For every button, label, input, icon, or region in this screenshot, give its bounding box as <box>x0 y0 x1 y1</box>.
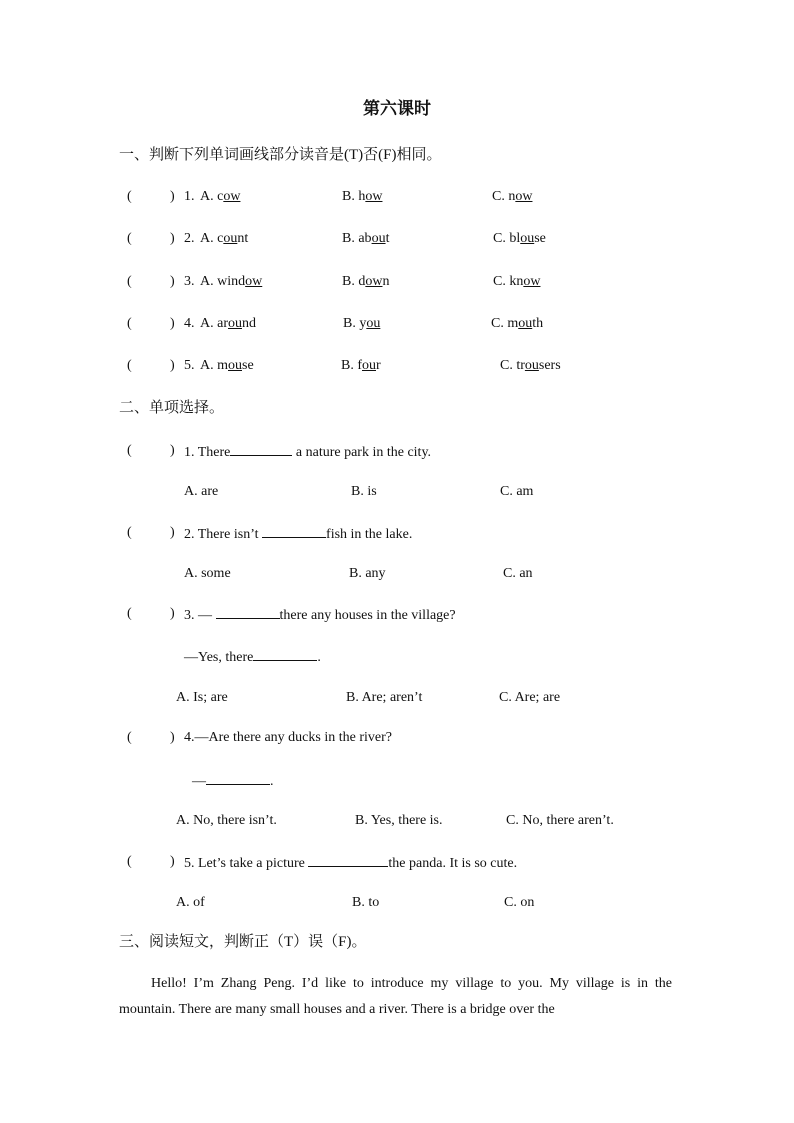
s1-q5-option-a[interactable]: A. mouse <box>200 358 254 373</box>
s1-q3-option-b[interactable]: B. down <box>342 274 390 289</box>
s1-q2-option-c[interactable]: C. blouse <box>493 231 546 246</box>
answer-paren-s1-q3[interactable]: ( ) <box>127 274 175 289</box>
underlined-letters: ou <box>228 358 242 373</box>
s1-q2-number: 2. <box>184 231 195 246</box>
underlined-letters: ou <box>223 231 238 246</box>
s2-q4-option-b[interactable]: B. Yes, there is. <box>355 813 443 828</box>
s1-q2-option-b[interactable]: B. about <box>342 231 390 246</box>
underlined-letters: ow <box>523 274 541 289</box>
s2-q1-option-b[interactable]: B. is <box>351 484 377 499</box>
page-title: 第六课时 <box>363 99 431 118</box>
section1-heading: 一、判断下列单词画线部分读音是(T)否(F)相同。 <box>119 147 442 163</box>
underlined-letters: ow <box>365 189 383 204</box>
s2-q4-option-a[interactable]: A. No, there isn’t. <box>176 813 277 828</box>
s1-q5-number: 5. <box>184 358 195 373</box>
s2-q3-blank-1[interactable] <box>216 605 280 619</box>
s2-q2-stem: 2. There isn’t fish in the lake. <box>184 524 412 544</box>
s1-q1-option-a[interactable]: A. cow <box>200 189 241 204</box>
underlined-letters: ow <box>223 189 241 204</box>
answer-paren-s1-q2[interactable]: ( ) <box>127 231 175 246</box>
s2-q5-option-b[interactable]: B. to <box>352 895 380 910</box>
s2-q5-option-c[interactable]: C. on <box>504 895 535 910</box>
s1-q1-option-b[interactable]: B. how <box>342 189 383 204</box>
s1-q4-option-b[interactable]: B. you <box>343 316 381 331</box>
answer-paren-s1-q5[interactable]: ( ) <box>127 358 175 373</box>
answer-paren-s2-q1[interactable]: ( ) <box>127 443 175 458</box>
s2-q5-blank[interactable] <box>308 853 388 867</box>
section3-heading: 三、阅读短文，判断正（T）误（F)。 <box>119 934 367 950</box>
s1-q5-option-b[interactable]: B. four <box>341 358 381 373</box>
s2-q4-reply: — . <box>192 771 274 791</box>
underlined-letters: ou <box>520 231 535 246</box>
s2-q3-option-b[interactable]: B. Are; aren’t <box>346 690 423 705</box>
s2-q1-option-c[interactable]: C. am <box>500 484 534 499</box>
answer-paren-s1-q4[interactable]: ( ) <box>127 316 175 331</box>
s2-q1-blank[interactable] <box>230 442 292 456</box>
underlined-letters: ou <box>371 231 386 246</box>
s2-q5-stem: 5. Let’s take a picture the panda. It is so cute. <box>184 853 517 873</box>
s1-q4-option-c[interactable]: C. mouth <box>491 316 544 331</box>
s1-q1-option-c[interactable]: C. now <box>492 189 533 204</box>
answer-paren-s1-q1[interactable]: ( ) <box>127 189 175 204</box>
s1-q1-number: 1. <box>184 189 195 204</box>
section2-heading: 二、单项选择。 <box>119 400 225 416</box>
underlined-letters: ou <box>366 316 381 331</box>
underlined-letters: ow <box>245 274 263 289</box>
s2-q4-option-c[interactable]: C. No, there aren’t. <box>506 813 614 828</box>
s2-q3-blank-2[interactable] <box>253 647 317 661</box>
reading-passage: Hello! I’m Zhang Peng. I’d like to introduce my village to you. My village is in the mountain. There are many small houses and a river. There is a bridge over the <box>119 976 672 1017</box>
s2-q1-stem: 1. There a nature park in the city. <box>184 442 431 462</box>
s2-q2-option-c[interactable]: C. an <box>503 566 533 581</box>
s1-q4-number: 4. <box>184 316 195 331</box>
s2-q5-option-a[interactable]: A. of <box>176 895 205 910</box>
s1-q5-option-c[interactable]: C. trousers <box>500 358 561 373</box>
s2-q2-option-a[interactable]: A. some <box>184 566 231 581</box>
answer-paren-s2-q3[interactable]: ( ) <box>127 606 175 621</box>
s2-q2-blank[interactable] <box>262 524 326 538</box>
s2-q4-stem: 4.—Are there any ducks in the river? <box>184 730 392 745</box>
s2-q3-option-a[interactable]: A. Is; are <box>176 690 228 705</box>
underlined-letters: ou <box>228 316 242 331</box>
s1-q3-number: 3. <box>184 274 195 289</box>
s1-q2-option-a[interactable]: A. count <box>200 231 249 246</box>
s2-q1-option-a[interactable]: A. are <box>184 484 219 499</box>
s2-q3-reply: —Yes, there . <box>184 647 321 667</box>
underlined-letters: ou <box>518 316 533 331</box>
answer-paren-s2-q5[interactable]: ( ) <box>127 854 175 869</box>
answer-paren-s2-q2[interactable]: ( ) <box>127 525 175 540</box>
s2-q2-option-b[interactable]: B. any <box>349 566 386 581</box>
underlined-letters: ou <box>524 358 539 373</box>
underlined-letters: ow <box>365 274 383 289</box>
s2-q4-blank[interactable] <box>206 771 270 785</box>
s1-q3-option-c[interactable]: C. know <box>493 274 541 289</box>
underlined-letters: ou <box>362 358 376 373</box>
s2-q3-stem: 3. — there any houses in the village? <box>184 605 456 625</box>
underlined-letters: ow <box>515 189 533 204</box>
s1-q3-option-a[interactable]: A. window <box>200 274 263 289</box>
s2-q3-option-c[interactable]: C. Are; are <box>499 690 561 705</box>
s1-q4-option-a[interactable]: A. around <box>200 316 256 331</box>
answer-paren-s2-q4[interactable]: ( ) <box>127 730 175 745</box>
